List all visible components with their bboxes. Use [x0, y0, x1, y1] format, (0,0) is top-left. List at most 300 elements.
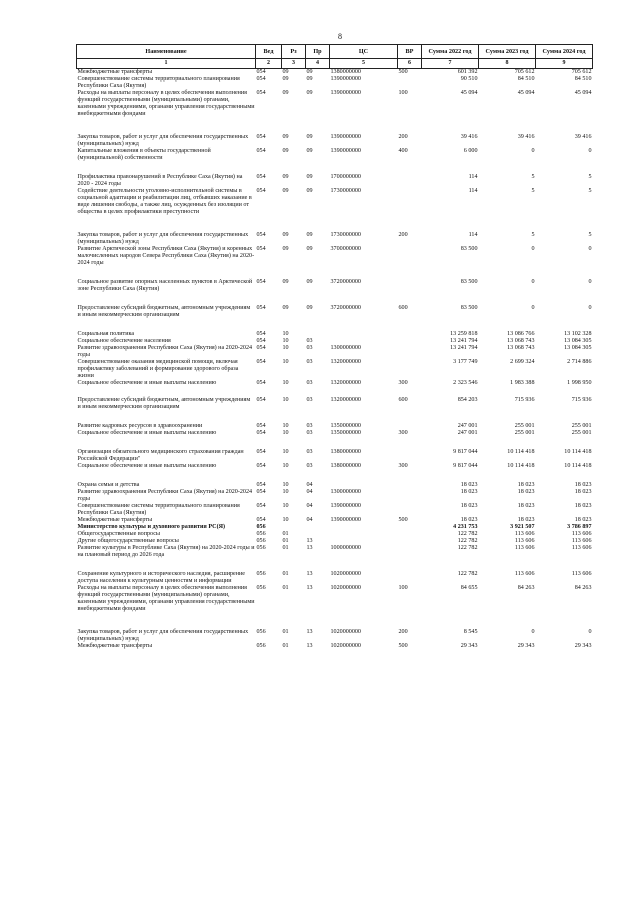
row-cs: 1380000000: [330, 449, 361, 455]
row-ved: 054: [256, 174, 266, 180]
row-rz: 10: [282, 430, 289, 436]
row-pr: 13: [306, 585, 313, 591]
table-row: [77, 538, 593, 545]
row-sum-2022: 29 343: [460, 643, 478, 649]
header-vr: ВР: [398, 45, 422, 59]
table-row: [77, 188, 593, 232]
header-row: [77, 45, 593, 59]
row-ved: 056: [256, 524, 266, 530]
row-cs: 1320000000: [330, 380, 361, 386]
row-cs: 1390000000: [330, 517, 361, 523]
row-rz: 10: [282, 423, 289, 429]
row-pr: 03: [306, 463, 313, 469]
row-name: Предоставление субсидий бюджетным, автономным учреждениям и иным некоммерческим организациям: [77, 305, 251, 318]
table-row: [77, 69, 593, 77]
table-row: [77, 246, 593, 279]
row-ved: 056: [256, 585, 266, 591]
row-cs: 1390000000: [330, 76, 361, 82]
row-ved: 056: [256, 545, 266, 551]
row-ved: 054: [256, 359, 266, 365]
row-sum-2023: 113 606: [514, 571, 535, 577]
row-sum-2024: 45 094: [574, 90, 592, 96]
row-sum-2023: 2 699 324: [510, 359, 535, 365]
row-sum-2024: 13 084 305: [564, 338, 592, 344]
row-vr: [398, 188, 422, 232]
row-sum-2024: 18 023: [574, 517, 592, 523]
row-rz: 10: [282, 503, 289, 509]
row-sum-2024: 13 102 328: [564, 331, 592, 337]
row-sum-2024: 255 001: [571, 430, 592, 436]
row-sum-2022: 247 001: [457, 423, 478, 429]
row-pr: 09: [306, 90, 313, 96]
row-cs: [330, 531, 398, 538]
row-vr: [398, 246, 422, 279]
row-sum-2024: 113 606: [571, 538, 592, 544]
table-row: [77, 174, 593, 188]
row-pr: 09: [306, 134, 313, 140]
row-sum-2022: 18 023: [460, 517, 478, 523]
row-sum-2022: 84 655: [460, 585, 478, 591]
row-sum-2024: 13 084 305: [564, 345, 592, 351]
row-sum-2023: 3 921 507: [510, 524, 535, 530]
row-sum-2022: 8 545: [463, 629, 478, 635]
header-pr: Пр: [306, 45, 330, 59]
row-vr: [398, 503, 422, 517]
header-ved: Вед: [256, 45, 282, 59]
table-row: [77, 545, 593, 571]
row-rz: 10: [282, 359, 289, 365]
row-sum-2022: 83 500: [460, 305, 478, 311]
row-vr: [398, 338, 422, 345]
row-pr: 09: [306, 305, 313, 311]
row-cs: [330, 482, 398, 489]
table-row: [77, 232, 593, 246]
row-name: Межбюджетные трансферты: [77, 517, 153, 523]
row-vr: 600: [398, 305, 408, 311]
row-sum-2022: 13 241 794: [450, 338, 478, 344]
row-rz: 09: [282, 305, 289, 311]
row-pr: 04: [306, 517, 313, 523]
row-ved: 054: [256, 134, 266, 140]
row-name: Социальное развитие опорных населенных пунктов в Арктической зоне Республики Саха (Якутия): [77, 279, 253, 292]
row-pr: 04: [306, 489, 313, 495]
row-cs: 1000000000: [330, 545, 361, 551]
row-rz: 01: [282, 538, 289, 544]
table-row: [77, 524, 593, 531]
row-sum-2023: 255 001: [514, 430, 535, 436]
row-name: Министерство культуры и духовного развития РС(Я): [77, 524, 226, 530]
row-rz: 10: [282, 331, 289, 337]
table-row: [77, 148, 593, 174]
row-vr: [398, 345, 422, 359]
row-vr: [398, 571, 422, 585]
row-ved: 054: [256, 69, 266, 75]
table-row: [77, 134, 593, 148]
table-row: [77, 449, 593, 463]
row-sum-2023: 0: [531, 279, 535, 285]
row-rz: 10: [282, 338, 289, 344]
row-name: Расходы на выплаты персоналу в целях обеспечения выполнения функций государственными (муниципальными) органами, казенными учреждениями, органами управления государственными внебюджетными фондами: [77, 90, 255, 117]
row-sum-2024: 29 343: [574, 643, 592, 649]
row-rz: 01: [282, 629, 289, 635]
row-sum-2024: 0: [588, 148, 592, 154]
row-sum-2022: 2 323 546: [453, 380, 478, 386]
row-sum-2022: 39 416: [460, 134, 478, 140]
row-sum-2024: 18 023: [574, 503, 592, 509]
row-sum-2024: 113 606: [571, 531, 592, 537]
row-vr: 100: [398, 585, 408, 591]
table-row: [77, 503, 593, 517]
row-pr: 09: [306, 69, 313, 75]
row-sum-2024: 84 510: [574, 76, 592, 82]
row-pr: [306, 524, 330, 531]
row-sum-2022: 83 500: [460, 246, 478, 252]
row-cs: 1390000000: [330, 134, 361, 140]
row-sum-2023: 113 606: [514, 531, 535, 537]
row-sum-2023: 0: [531, 629, 535, 635]
row-name: Социальное обеспечение населения: [77, 338, 171, 344]
row-pr: 09: [306, 174, 313, 180]
row-sum-2023: 5: [531, 174, 535, 180]
row-cs: 1300000000: [330, 489, 361, 495]
row-sum-2024: 0: [588, 305, 592, 311]
row-sum-2022: 4 231 753: [453, 524, 478, 530]
table-row: [77, 331, 593, 338]
row-cs: 1390000000: [330, 148, 361, 154]
row-cs: 3700000000: [330, 246, 361, 252]
row-vr: [398, 449, 422, 463]
row-pr: 09: [306, 188, 313, 194]
column-number: 1: [77, 59, 256, 69]
row-sum-2024: 1 998 950: [567, 380, 592, 386]
column-number: 8: [479, 59, 536, 69]
row-sum-2022: 13 259 818: [450, 331, 478, 337]
row-ved: 054: [256, 449, 266, 455]
row-sum-2024: 705 612: [571, 69, 592, 75]
row-pr: 09: [306, 232, 313, 238]
table-row: [77, 643, 593, 650]
row-name: Содействие деятельности уголовно-исполнительной системы в социальной адаптации и реабилитации лиц, отбывших наказание в виде лишения свободы, а также лиц, осужденных без изоляции от общества в целях профилактики преступности: [77, 188, 252, 215]
row-pr: 03: [306, 449, 313, 455]
row-rz: 10: [282, 517, 289, 523]
row-name: Другие общегосударственные вопросы: [77, 538, 179, 544]
row-cs: 1320000000: [330, 359, 361, 365]
row-sum-2022: 247 001: [457, 430, 478, 436]
row-pr: 03: [306, 397, 313, 403]
row-sum-2022: 90 510: [460, 76, 478, 82]
row-pr: 13: [306, 643, 313, 649]
row-rz: 01: [282, 585, 289, 591]
row-sum-2022: 18 023: [460, 482, 478, 488]
row-ved: 054: [256, 279, 266, 285]
table-row: [77, 90, 593, 134]
row-name: Совершенствование системы территориального планирования Республики Саха (Якутия): [77, 503, 240, 516]
row-sum-2023: 18 023: [517, 482, 535, 488]
table-row: [77, 338, 593, 345]
row-rz: 10: [282, 345, 289, 351]
row-rz: 01: [282, 531, 289, 537]
row-ved: 056: [256, 538, 266, 544]
row-sum-2024: 0: [588, 279, 592, 285]
row-vr: [398, 76, 422, 90]
table-row: [77, 359, 593, 380]
column-number: 7: [422, 59, 479, 69]
row-sum-2023: 13 068 743: [507, 345, 535, 351]
row-rz: 01: [282, 643, 289, 649]
table-row: [77, 380, 593, 397]
row-cs: 1730000000: [330, 232, 361, 238]
row-sum-2024: 18 023: [574, 489, 592, 495]
row-pr: 03: [306, 338, 313, 344]
page-number: 8: [338, 32, 342, 41]
row-cs: 1390000000: [330, 90, 361, 96]
row-name: Капитальные вложения в объекты государственной (муниципальной) собственности: [77, 148, 211, 161]
column-number: 3: [282, 59, 306, 69]
column-number: 5: [330, 59, 398, 69]
row-vr: [398, 279, 422, 305]
row-vr: [398, 359, 422, 380]
row-cs: 1390000000: [330, 503, 361, 509]
row-name: Социальная политика: [77, 331, 135, 337]
row-cs: 1020000000: [330, 585, 361, 591]
row-sum-2023: 18 023: [517, 517, 535, 523]
row-sum-2023: 1 983 388: [510, 380, 535, 386]
row-name: Охрана семьи и детства: [77, 482, 140, 488]
row-rz: 09: [282, 232, 289, 238]
row-sum-2024: 18 023: [574, 482, 592, 488]
row-vr: 300: [398, 463, 408, 469]
row-rz: 01: [282, 571, 289, 577]
row-name: Развитие культуры в Республике Саха (Якутия) на 2020-2024 годы и на плановый период до 2026 года: [77, 545, 255, 558]
row-vr: 100: [398, 90, 408, 96]
row-cs: [330, 331, 398, 338]
row-sum-2023: 29 343: [517, 643, 535, 649]
row-ved: 054: [256, 76, 266, 82]
row-name: Социальное обеспечение и иные выплаты населению: [77, 430, 217, 436]
row-rz: 09: [282, 69, 289, 75]
row-name: Расходы на выплаты персоналу в целях обеспечения выполнения функций государственными (муниципальными) органами, казенными учреждениями, органами управления государственными внебюджетными фондами: [77, 585, 255, 612]
row-name: Совершенствование системы территориального планирования Республики Саха (Якутия): [77, 76, 240, 89]
row-vr: 300: [398, 430, 408, 436]
row-name: Закупка товаров, работ и услуг для обеспечения государственных (муниципальных) нужд: [77, 134, 249, 147]
row-name: Профилактика правонарушений в Республике Саха (Якутия) на 2020 - 2024 годы: [77, 174, 243, 187]
row-sum-2023: 0: [531, 148, 535, 154]
row-ved: 054: [256, 345, 266, 351]
row-ved: 054: [256, 463, 266, 469]
row-cs: 1020000000: [330, 643, 361, 649]
row-sum-2024: 3 786 897: [567, 524, 592, 530]
row-vr: [398, 545, 422, 571]
row-pr: 13: [306, 629, 313, 635]
row-sum-2022: 45 094: [460, 90, 478, 96]
table-row: [77, 397, 593, 423]
header-sum-2022: Сумма 2022 год: [422, 45, 479, 59]
table-row: [77, 629, 593, 643]
column-number: 4: [306, 59, 330, 69]
row-vr: [398, 174, 422, 188]
row-vr: 300: [398, 380, 408, 386]
row-sum-2022: 114: [468, 232, 478, 238]
row-cs: 1700000000: [330, 174, 361, 180]
row-name: Закупка товаров, работ и услуг для обеспечения государственных (муниципальных) нужд: [77, 629, 249, 642]
row-vr: [398, 524, 422, 531]
row-cs: 1730000000: [330, 188, 361, 194]
row-name: Развитие Арктической зоны Республики Саха (Якутия) и коренных малочисленных народов Севера Республики Саха (Якутия) на 2020-2024 годы: [77, 246, 255, 266]
row-sum-2023: 255 001: [514, 423, 535, 429]
row-name: Социальное обеспечение и иные выплаты населению: [77, 463, 217, 469]
row-name: Закупка товаров, работ и услуг для обеспечения государственных (муниципальных) нужд: [77, 232, 249, 245]
table-row: [77, 279, 593, 305]
row-sum-2024: 5: [588, 188, 592, 194]
row-cs: 1020000000: [330, 571, 361, 577]
row-sum-2023: 18 023: [517, 503, 535, 509]
row-vr: 500: [398, 517, 408, 523]
row-cs: [330, 338, 398, 345]
table-row: [77, 430, 593, 449]
row-pr: [306, 531, 330, 538]
row-rz: 09: [282, 188, 289, 194]
row-sum-2022: 114: [468, 174, 478, 180]
row-pr: 09: [306, 246, 313, 252]
row-pr: 03: [306, 430, 313, 436]
row-vr: 500: [398, 643, 408, 649]
row-sum-2023: 113 606: [514, 538, 535, 544]
row-sum-2023: 10 114 418: [507, 449, 535, 455]
row-pr: [306, 331, 330, 338]
table-row: [77, 571, 593, 585]
row-pr: 03: [306, 359, 313, 365]
row-ved: 054: [256, 489, 266, 495]
row-name: Развитие здравоохранения Республики Саха (Якутия) на 2020-2024 годы: [77, 345, 253, 358]
table-row: [77, 531, 593, 538]
row-pr: 03: [306, 345, 313, 351]
row-ved: 056: [256, 571, 266, 577]
row-name: Совершенствование оказания медицинской помощи, включая профилактику заболеваний и формирование здорового образа жизни: [77, 359, 239, 379]
row-vr: [398, 331, 422, 338]
row-sum-2022: 122 782: [457, 571, 478, 577]
row-vr: 600: [398, 397, 408, 403]
header-rz: Рз: [282, 45, 306, 59]
row-vr: 200: [398, 629, 408, 635]
row-sum-2023: 705 612: [514, 69, 535, 75]
row-pr: 09: [306, 76, 313, 82]
row-sum-2024: 113 606: [571, 571, 592, 577]
row-sum-2024: 715 936: [571, 397, 592, 403]
row-cs: 3720000000: [330, 279, 361, 285]
row-sum-2023: 39 416: [517, 134, 535, 140]
row-rz: 09: [282, 279, 289, 285]
row-pr: 13: [306, 538, 313, 544]
row-rz: 09: [282, 76, 289, 82]
row-rz: 10: [282, 463, 289, 469]
row-name: Межбюджетные трансферты: [77, 643, 153, 649]
row-vr: [398, 482, 422, 489]
row-sum-2024: 84 263: [574, 585, 592, 591]
row-vr: 400: [398, 148, 408, 154]
row-vr: [398, 423, 422, 430]
table-row: [77, 423, 593, 430]
row-cs: 1020000000: [330, 629, 361, 635]
header-sum-2023: Сумма 2023 год: [479, 45, 536, 59]
row-name: Развитие кадровых ресурсов в здравоохранении: [77, 423, 203, 429]
row-ved: 056: [256, 643, 266, 649]
row-sum-2023: 113 606: [514, 545, 535, 551]
row-ved: 054: [256, 517, 266, 523]
row-ved: 054: [256, 305, 266, 311]
row-sum-2022: 114: [468, 188, 478, 194]
row-ved: 056: [256, 531, 266, 537]
row-rz: 09: [282, 148, 289, 154]
row-sum-2023: 84 263: [517, 585, 535, 591]
row-vr: [398, 489, 422, 503]
row-name: Социальное обеспечение и иные выплаты населению: [77, 380, 217, 386]
row-rz: 09: [282, 174, 289, 180]
row-cs: [330, 538, 398, 545]
budget-table: [76, 44, 593, 650]
row-ved: 054: [256, 246, 266, 252]
row-ved: 054: [256, 90, 266, 96]
row-ved: 054: [256, 503, 266, 509]
row-sum-2024: 39 416: [574, 134, 592, 140]
row-sum-2024: 113 606: [571, 545, 592, 551]
row-sum-2022: 854 203: [457, 397, 478, 403]
row-vr: [398, 531, 422, 538]
row-ved: 054: [256, 380, 266, 386]
row-ved: 054: [256, 423, 266, 429]
table-row: [77, 482, 593, 489]
row-ved: 054: [256, 232, 266, 238]
row-vr: [398, 538, 422, 545]
row-sum-2023: 0: [531, 246, 535, 252]
row-vr: 200: [398, 134, 408, 140]
row-ved: 054: [256, 397, 266, 403]
row-sum-2023: 10 114 418: [507, 463, 535, 469]
row-cs: 1380000000: [330, 463, 361, 469]
header-cs: ЦС: [330, 45, 398, 59]
table-body: [77, 69, 593, 651]
row-rz: 10: [282, 449, 289, 455]
row-name: Межбюджетные трансферты: [77, 69, 153, 75]
row-sum-2023: 45 094: [517, 90, 535, 96]
row-sum-2022: 18 023: [460, 489, 478, 495]
row-sum-2024: 10 114 418: [564, 449, 592, 455]
row-pr: 09: [306, 148, 313, 154]
row-cs: 1320000000: [330, 397, 361, 403]
row-rz: 10: [282, 489, 289, 495]
row-name: Предоставление субсидий бюджетным, автономным учреждениям и иным некоммерческим организациям: [77, 397, 251, 410]
column-number: 9: [536, 59, 593, 69]
row-name: Организация обязательного медицинского страхования граждан Российской Федерации": [77, 449, 244, 462]
row-ved: 054: [256, 148, 266, 154]
row-sum-2023: 5: [531, 232, 535, 238]
row-rz: 09: [282, 134, 289, 140]
row-sum-2024: 5: [588, 174, 592, 180]
row-sum-2023: 13 068 743: [507, 338, 535, 344]
row-sum-2024: 0: [588, 246, 592, 252]
row-sum-2023: 13 086 766: [507, 331, 535, 337]
row-ved: 056: [256, 629, 266, 635]
column-number: 2: [256, 59, 282, 69]
row-rz: 10: [282, 380, 289, 386]
row-sum-2022: 122 782: [457, 545, 478, 551]
row-ved: 054: [256, 482, 266, 488]
row-sum-2024: 2 714 886: [567, 359, 592, 365]
row-cs: 1300000000: [330, 345, 361, 351]
row-pr: 13: [306, 545, 313, 551]
header-name: Наименование: [77, 45, 256, 59]
row-cs: 1350000000: [330, 423, 361, 429]
row-cs: 3720000000: [330, 305, 361, 311]
